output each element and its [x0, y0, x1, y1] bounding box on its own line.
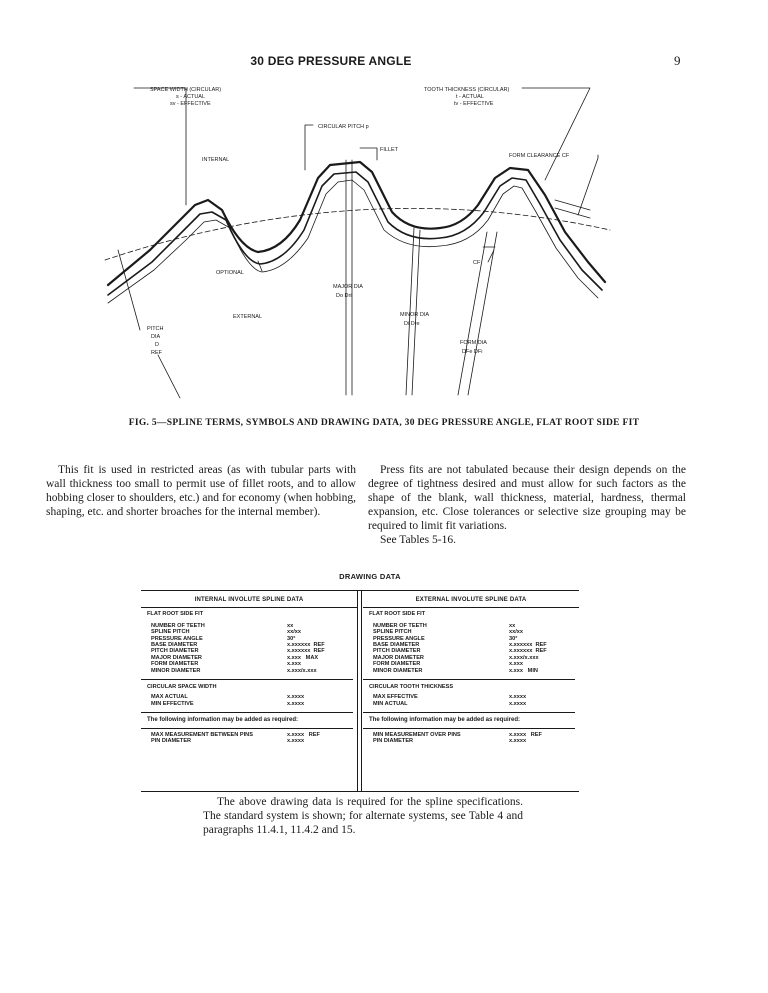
internal-note: The following information may be added as required:: [147, 717, 299, 724]
internal-section-heading: CIRCULAR SPACE WIDTH: [147, 684, 217, 691]
table-row: PITCH DIAMETER x.xxxxxx REF: [151, 648, 325, 655]
table-row: MAJOR DIAMETER x.xxx MAX: [151, 654, 319, 661]
table-row: PITCH DIAMETER x.xxxxxx REF: [373, 648, 547, 655]
page-number: 9: [674, 53, 681, 68]
label-dia: DIA: [151, 334, 161, 340]
table-row: SPLINE PITCH xx/xx: [373, 629, 523, 636]
table-row: MIN EFFECTIVE x.xxxx: [151, 700, 305, 707]
label-form-dia: FORM DIA: [460, 340, 487, 346]
table-row: PIN DIAMETER x.xxxx: [151, 738, 305, 745]
label-minor-dia-symbols: Di Dre: [404, 321, 420, 327]
table-row: BASE DIAMETER x.xxxxxx REF: [373, 642, 547, 649]
table-row: MINOR DIAMETER x.xxx MIN: [373, 667, 538, 674]
label-major-dia-symbols: Do Dri: [336, 293, 352, 299]
drawing-data-table: [141, 590, 579, 792]
figure-caption: FIG. 5—SPLINE TERMS, SYMBOLS AND DRAWING DATA, 30 DEG PRESSURE ANGLE, FLAT ROOT SIDE FIT: [128, 418, 640, 428]
label-major-dia: MAJOR DIA: [333, 284, 363, 290]
label-minor-dia: MINOR DIA: [400, 312, 430, 318]
label-form-clearance: FORM CLEARANCE CF: [509, 153, 570, 159]
table-row: BASE DIAMETER x.xxxxxx REF: [151, 642, 325, 649]
right-paragraph: [368, 463, 686, 547]
table-row: MIN MEASUREMENT OVER PINS x.xxxx REF: [373, 731, 542, 738]
label-circular-pitch: CIRCULAR PITCH p: [318, 124, 369, 130]
table-divider: [357, 591, 362, 791]
external-profile: [108, 172, 602, 295]
table-row: FORM DIAMETER x.xxx: [151, 661, 301, 668]
table-row: FORM DIAMETER x.xxx: [373, 661, 523, 668]
external-note: The following information may be added as required:: [369, 717, 521, 724]
label-tooth-actual: t - ACTUAL: [456, 94, 484, 100]
table-row: MAX EFFECTIVE x.xxxx: [373, 694, 527, 701]
label-tooth-effective: tv - EFFECTIVE: [454, 101, 494, 107]
table-row: PIN DIAMETER x.xxxx: [373, 738, 527, 745]
internal-fit: FLAT ROOT SIDE FIT: [147, 611, 204, 618]
table-row: SPLINE PITCH xx/xx: [151, 629, 301, 636]
label-d: D: [155, 342, 159, 348]
label-internal: INTERNAL: [202, 157, 230, 163]
page-title: 30 DEG PRESSURE ANGLE: [250, 54, 412, 68]
internal-profile: [108, 162, 605, 285]
footer-paragraph: The above drawing data is required for the spline specifications. The standard system is shown; for alternate systems, see Table 4 and paragraphs 11.4.1, 11.4.2 and 15.: [203, 796, 523, 836]
label-optional: OPTIONAL: [216, 270, 244, 276]
right-paragraph-text: Press fits are not tabulated because their design depends on the degree of tightness desired and must allow for such factors as the shape of the blank, wall thickness, material, hardness, thermal expansion, etc. Close tolerances or selective size grouping may be required to limit fit variations.: [368, 464, 686, 532]
table-row: MAJOR DIAMETER x.xxx/x.xxx: [373, 654, 539, 661]
table-row: NUMBER OF TEETH xx: [151, 622, 294, 629]
external-spline-data: [363, 591, 579, 791]
label-space-actual: s - ACTUAL: [176, 94, 206, 100]
table-row: PRESSURE ANGLE 30°: [151, 635, 296, 642]
internal-rows: [147, 623, 357, 674]
table-row: MIN ACTUAL x.xxxx: [373, 700, 527, 707]
spline-diagram: [0, 0, 768, 410]
see-tables: See Tables 5-16.: [380, 534, 456, 546]
table-row: MAX MEASUREMENT BETWEEN PINS x.xxxx REF: [151, 731, 320, 738]
table-row: MAX ACTUAL x.xxxx: [151, 694, 305, 701]
label-pitch: PITCH: [147, 326, 164, 332]
label-fillet: FILLET: [380, 147, 399, 153]
table-row: NUMBER OF TEETH xx: [373, 622, 516, 629]
label-external: EXTERNAL: [233, 314, 263, 320]
label-tooth-thickness: TOOTH THICKNESS (CIRCULAR): [424, 87, 510, 93]
table-row: PRESSURE ANGLE 30°: [373, 635, 518, 642]
label-space-effective: sv - EFFECTIVE: [170, 101, 211, 107]
internal-spline-data: [141, 591, 357, 791]
external-fit: FLAT ROOT SIDE FIT: [369, 611, 426, 618]
external-section-heading: CIRCULAR TOOTH THICKNESS: [369, 684, 454, 691]
external-rows: [369, 623, 579, 674]
label-cf: CF: [473, 260, 481, 266]
drawing-data-title: DRAWING DATA: [339, 572, 401, 581]
label-ref: REF: [151, 350, 162, 356]
label-space-width: SPACE WIDTH (CIRCULAR): [150, 87, 222, 93]
label-form-dia-symbols: DFe DFi: [462, 349, 483, 355]
left-paragraph: This fit is used in restricted areas (as with tubular parts with wall thickness too small to permit use of fillet roots, and to allow hobbing closer to shoulders, etc.) and for economy (when hobbing, shaping, etc. and shorter broaches for the internal member).: [46, 464, 356, 518]
external-heading: EXTERNAL INVOLUTE SPLINE DATA: [363, 591, 579, 608]
table-row: MINOR DIAMETER x.xxx/x.xxx: [151, 667, 317, 674]
internal-heading: INTERNAL INVOLUTE SPLINE DATA: [141, 591, 357, 608]
